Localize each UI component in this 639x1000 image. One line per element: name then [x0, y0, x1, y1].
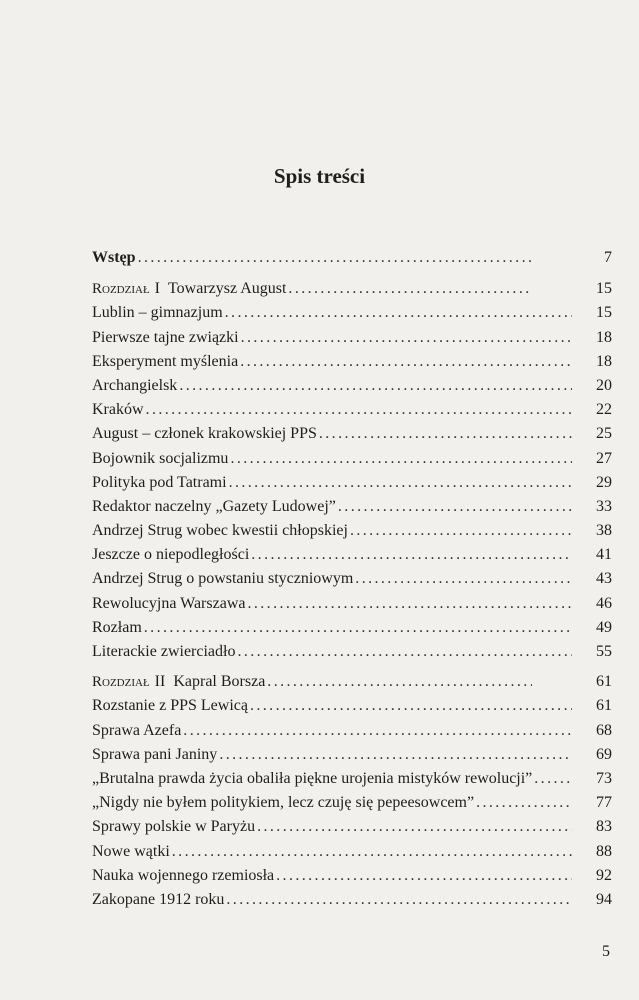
- entry-label: [92, 616, 142, 640]
- dot-leader: [240, 350, 572, 374]
- dot-leader: [183, 719, 572, 743]
- dot-leader: [257, 815, 572, 839]
- entry-title: Pierwsze tajne związki: [92, 328, 239, 346]
- toc-entry[interactable]: [92, 743, 612, 767]
- dot-leader: [319, 422, 572, 446]
- entry-label: [92, 791, 474, 815]
- entry-title: Nowe wątki: [92, 842, 170, 860]
- entry-label: [92, 815, 255, 839]
- toc-entry[interactable]: [92, 791, 612, 815]
- toc-chapter-heading[interactable]: [92, 670, 612, 694]
- toc-entry[interactable]: [92, 640, 612, 664]
- entry-page-number: 49: [596, 618, 612, 636]
- entry-label: [92, 374, 177, 398]
- toc-entry[interactable]: [92, 374, 612, 398]
- dot-leader: [250, 694, 572, 718]
- entry-page-number: 77: [596, 794, 612, 812]
- entry-page-number: 92: [596, 866, 612, 884]
- entry-label: [92, 743, 217, 767]
- entry-page-number: 18: [596, 328, 612, 346]
- entry-page-number: 61: [596, 697, 612, 715]
- entry-page-number: 46: [596, 594, 612, 612]
- entry-title: Rozłam: [92, 618, 142, 636]
- entry-label: [92, 422, 317, 446]
- dot-leader: [476, 791, 572, 815]
- entry-page-number: 25: [596, 425, 612, 443]
- entry-page-number: 22: [596, 401, 612, 419]
- toc-entry[interactable]: [92, 495, 612, 519]
- dot-leader: [138, 246, 532, 270]
- entry-title: Sprawa Azefa: [92, 721, 182, 739]
- entry-page-number: 43: [596, 570, 612, 588]
- toc-entry-intro[interactable]: [92, 246, 612, 270]
- toc-entry[interactable]: [92, 694, 612, 718]
- dot-leader: [237, 640, 572, 664]
- entry-title: August – członek krakowskiej PPS: [92, 425, 317, 443]
- dot-leader: [338, 495, 572, 519]
- entry-label: [92, 471, 227, 495]
- dot-leader: [534, 767, 572, 791]
- entry-page-number: 55: [596, 643, 612, 660]
- entry-label: [92, 888, 224, 912]
- chapter-prefix: Rozdział: [92, 674, 150, 691]
- entry-title: Sprawa pani Janiny: [92, 745, 218, 763]
- entry-title: Andrzej Strug wobec kwestii chłopskiej: [92, 522, 348, 540]
- entry-page-number: 88: [596, 842, 612, 860]
- dot-leader: [276, 864, 572, 888]
- entry-label: [92, 694, 248, 718]
- toc-entry[interactable]: [92, 398, 612, 422]
- entry-page-number: 38: [596, 522, 612, 540]
- entry-page-number: 61: [596, 673, 612, 691]
- entry-title: „Nigdy nie byłem politykiem, lecz czuję się pepeesowcem”: [92, 794, 475, 812]
- toc-entry[interactable]: [92, 519, 612, 543]
- entry-label: [92, 670, 265, 694]
- dot-leader: [219, 743, 572, 767]
- entry-title: Bojownik socjalizmu: [92, 449, 229, 467]
- entry-label: [92, 592, 245, 616]
- toc-entry[interactable]: [92, 864, 612, 888]
- dot-leader: [288, 277, 532, 301]
- entry-title: Rozstanie z PPS Lewicą: [92, 697, 248, 715]
- page-number: 5: [602, 943, 610, 960]
- entry-page-number: 69: [596, 745, 612, 763]
- entry-page-number: 33: [596, 497, 612, 515]
- entry-page-number: 83: [596, 818, 612, 836]
- entry-title: Archangielsk: [92, 376, 178, 394]
- entry-title: Eksperyment myślenia: [92, 352, 239, 370]
- entry-label: [92, 543, 249, 567]
- dot-leader: [225, 301, 572, 325]
- entry-label: [92, 840, 170, 864]
- chapter-number: II: [154, 673, 166, 691]
- entry-page-number: 29: [596, 473, 612, 491]
- entry-page-number: 73: [596, 769, 612, 787]
- entry-title: Nauka wojennego rzemiosła: [92, 866, 275, 884]
- entry-title: Polityka pod Tatrami: [92, 473, 227, 491]
- toc-entry[interactable]: [92, 815, 612, 839]
- dot-leader: [172, 840, 572, 864]
- dot-leader: [350, 519, 572, 543]
- entry-title: Literackie zwierciadło: [92, 643, 236, 660]
- entry-label: [92, 301, 223, 325]
- entry-page-number: 41: [596, 546, 612, 564]
- page-title: Spis treści: [273, 164, 366, 188]
- entry-page-number: 7: [604, 249, 612, 266]
- entry-page-number: 15: [596, 280, 612, 298]
- dot-leader: [229, 471, 572, 495]
- entry-label: [92, 864, 274, 888]
- entry-title: Lublin – gimnazjum: [92, 304, 223, 322]
- entry-label: [92, 640, 235, 664]
- entry-label: [92, 567, 353, 591]
- dot-leader: [226, 888, 572, 912]
- toc-entry[interactable]: [92, 471, 612, 495]
- dot-leader: [267, 670, 532, 694]
- dot-leader: [251, 543, 572, 567]
- entry-title: Sprawy polskie w Paryżu: [92, 818, 256, 836]
- table-of-contents: [92, 246, 612, 912]
- dot-leader: [247, 592, 572, 616]
- dot-leader: [179, 374, 572, 398]
- entry-label: [92, 719, 181, 743]
- toc-entry[interactable]: [92, 888, 612, 912]
- toc-entry[interactable]: [92, 350, 612, 374]
- entry-page-number: 27: [596, 449, 612, 467]
- dot-leader: [230, 447, 572, 471]
- entry-label: [92, 495, 336, 519]
- toc-entry[interactable]: [92, 301, 612, 325]
- toc-entry[interactable]: [92, 592, 612, 616]
- toc-entry[interactable]: [92, 719, 612, 743]
- toc-entry[interactable]: [92, 840, 612, 864]
- entry-title: Jeszcze o niepodległości: [92, 546, 250, 564]
- chapter-title: Towarzysz August: [168, 280, 287, 298]
- dot-leader: [241, 326, 572, 350]
- entry-title: „Brutalna prawda życia obaliła piękne urojenia mistyków rewolucji”: [92, 769, 533, 787]
- entry-label: [92, 246, 136, 270]
- toc-entry[interactable]: [92, 567, 612, 591]
- entry-title: Redaktor naczelny „Gazety Ludowej”: [92, 497, 336, 515]
- toc-entry[interactable]: [92, 447, 612, 471]
- toc-entry[interactable]: [92, 616, 612, 640]
- toc-entry[interactable]: [92, 326, 612, 350]
- chapter-number: I: [154, 280, 160, 298]
- entry-title: Kraków: [92, 401, 144, 419]
- entry-page-number: 18: [596, 352, 612, 370]
- dot-leader: [146, 398, 572, 422]
- entry-label: [92, 398, 144, 422]
- entry-title: Rewolucyjna Warszawa: [92, 594, 246, 612]
- entry-title: Zakopane 1912 roku: [92, 890, 225, 908]
- toc-entry[interactable]: [92, 767, 612, 791]
- entry-page-number: 15: [596, 304, 612, 322]
- toc-chapter-heading[interactable]: [92, 277, 612, 301]
- entry-label: [92, 350, 238, 374]
- entry-label: [92, 447, 228, 471]
- entry-page-number: 68: [596, 721, 612, 739]
- entry-label: [92, 767, 532, 791]
- entry-label: [92, 277, 286, 301]
- dot-leader: [355, 567, 572, 591]
- entry-title: Andrzej Strug o powstaniu styczniowym: [92, 570, 354, 588]
- chapter-title: Kapral Borsza: [173, 673, 266, 691]
- intro-title: Wstęp: [92, 249, 136, 266]
- dot-leader: [144, 616, 572, 640]
- entry-page-number: 94: [596, 890, 612, 908]
- toc-entry[interactable]: [92, 543, 612, 567]
- chapter-prefix: Rozdział: [92, 281, 150, 298]
- entry-label: [92, 326, 239, 350]
- entry-label: [92, 519, 348, 543]
- toc-entry[interactable]: [92, 422, 612, 446]
- entry-page-number: 20: [596, 376, 612, 394]
